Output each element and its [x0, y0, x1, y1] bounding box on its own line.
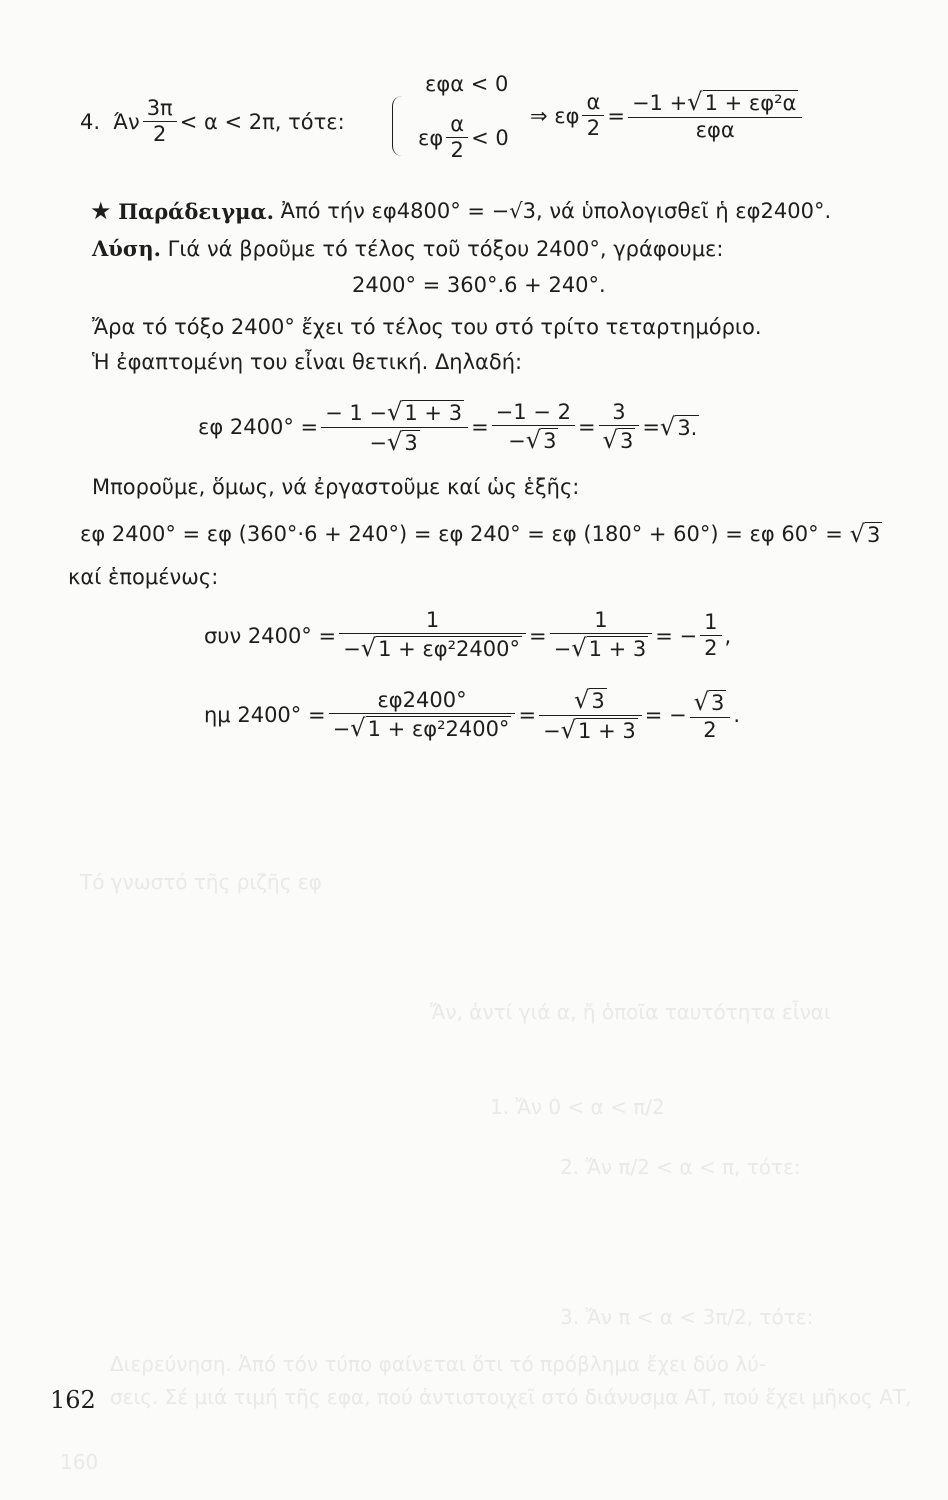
example-line	[90, 197, 831, 225]
sqrt: √1 + 3	[387, 398, 463, 426]
fraction: $\frac{-1 - 2}{-√3}$	[492, 400, 575, 455]
fraction: $\frac{1}{2}$	[700, 610, 721, 661]
fraction: $\frac{3}{√3}$	[599, 400, 640, 455]
alt-then: καί ἑπομένως:	[68, 565, 219, 589]
sqrt: √3	[387, 427, 418, 456]
sqrt: √3	[525, 426, 557, 455]
fraction: $\frac{\alpha}{2}$	[446, 112, 468, 163]
fraction: $\frac{1}{-√1 + 3}$	[550, 608, 653, 663]
sqrt: √1 + 3	[571, 634, 647, 663]
item4-intro: Άν	[113, 109, 140, 134]
item4-case2: εφ $\frac{\alpha}{2}$ < 0	[418, 112, 509, 163]
alt-equation: εφ 2400° = εφ (360°·6 + 240°) = εφ 240° = εφ (180° + 60°) = εφ 60° = √3	[80, 520, 881, 548]
sqrt: √3	[602, 426, 634, 455]
item4-case1: εφα < 0	[425, 72, 509, 96]
fraction: $\frac{\varepsilon\varphi 2400^\circ}{\text{−√1 + εφ²2400°}}$	[329, 688, 516, 743]
tan-equation: εφ 2400° = $\frac{- 1 -√1 + 3}{-√3}$ = $\frac{-1 - 2}{-√3}$ = $\frac{3}{√3}$ = √3.	[198, 398, 698, 456]
solution-text: Γιά νά βροῦμε τό τέλος τοῦ τόξου 2400°, γράφουμε:	[167, 236, 724, 261]
solution-label: Λύση.	[92, 236, 161, 261]
solution-line-2: Ἄρα τό τόξο 2400° ἔχει τό τέλος του στό τρίτο τεταρτημόριο.	[92, 315, 762, 339]
example-text: Ἀπό τήν εφ4800° = −√3, νά ὑπολογισθεῖ ἡ εφ2400°.	[280, 199, 832, 223]
sqrt: √3.	[659, 413, 698, 442]
sqrt: √1 + εφ²2400°	[360, 634, 520, 663]
sqrt: √3	[849, 520, 881, 548]
sin-equation: ημ 2400° = $\frac{\varepsilon\varphi 2400^\circ}{\text{−√1 + εφ²2400°}}$ = $\frac{√3}{-√1 + 3}$ = − $\frac{√3}{2}$ .	[204, 686, 741, 744]
fraction: $\frac{\alpha}{2}$	[582, 90, 604, 141]
equation-1: 2400° = 360°.6 + 240°.	[352, 273, 606, 297]
bleed-text: 3. Ἄν π < α < 3π/2, τότε:	[560, 1305, 814, 1329]
bleed-text: 1. Ἄν 0 < α < π/2	[490, 1095, 665, 1119]
sqrt: √1 + 3	[560, 715, 636, 744]
sqrt: √1 + εφ²2400°	[350, 714, 510, 743]
bleed-page-number: 160	[60, 1450, 99, 1474]
cos-equation: συν 2400° = $\frac{1}{\text{−√1 + εφ²2400°}}$ = $\frac{1}{-√1 + 3}$ = − $\frac{1}{2}$ ,	[204, 608, 732, 663]
bleed-text: Διερεύνηση. Ἀπό τόν τύπο φαίνεται ὅτι τό πρόβλημα ἔχει δύο λύ-	[110, 1352, 766, 1376]
bleed-text: Τό γνωστό τῆς ριζῆς εφ	[80, 870, 322, 894]
bleed-text: 2. Ἄν π/2 < α < π, τότε:	[560, 1155, 801, 1179]
sqrt: √3	[574, 686, 605, 714]
fraction: $\frac{3\pi}{2}$	[143, 96, 177, 147]
item4-number: 4.	[80, 109, 101, 134]
item4-result: ⇒ εφ $\frac{\alpha}{2}$ = $\frac{\text{−1 +√1 + εφ²α}}{\text{εφα}}$	[530, 88, 805, 143]
item4-condition	[80, 96, 345, 147]
page-number: 162	[50, 1386, 96, 1414]
left-brace	[392, 96, 405, 156]
solution-line	[92, 236, 723, 261]
star-icon: ★	[90, 197, 112, 225]
fraction: $\frac{\text{−1 +√1 + εφ²α}}{\text{εφα}}$	[628, 88, 802, 143]
fraction: $\frac{- 1 -√1 + 3}{-√3}$	[321, 398, 468, 457]
fraction: $\frac{√3}{2}$	[690, 688, 731, 743]
item4-cond-rest: < α < 2π, τότε:	[179, 109, 345, 134]
example-label: Παράδειγμα.	[118, 198, 274, 224]
solution-line-3: Ἡ ἐφαπτομένη του εἶναι θετική. Δηλαδή:	[92, 350, 523, 374]
bleed-text: Ἄν, ἀντί γιά α, ἤ ὁποῖα ταυτότητα εἶναι	[430, 1000, 831, 1024]
fraction: $\frac{√3}{-√1 + 3}$	[539, 686, 642, 745]
alt-text: Μποροῦμε, ὅμως, νά ἐργαστοῦμε καί ὡς ἑξῆς:	[92, 475, 580, 499]
bleed-text: σεις. Σέ μιά τιμή τῆς εφα, πού ἀντιστοιχεῖ στό διάνυσμα ΑΤ, πού ἔχει μῆκος ΑΤ,	[110, 1385, 912, 1409]
sqrt: √3	[693, 687, 725, 716]
sqrt: √1 + εφ²α	[687, 88, 797, 116]
fraction: $\frac{1}{\text{−√1 + εφ²2400°}}$	[339, 608, 526, 663]
